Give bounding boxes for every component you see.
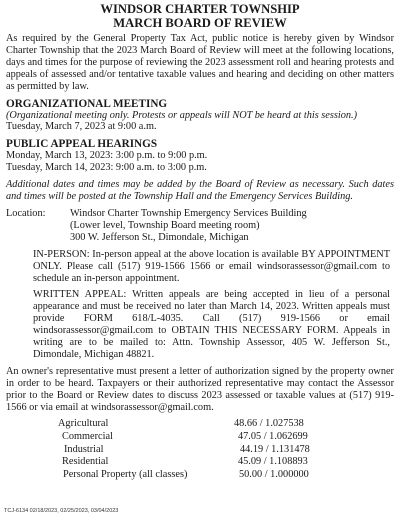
representative-paragraph: An owner's representative must present a letter of authorization signed by the property owner in order to be heard. Taxpayers or their authorized representative may contact the Assessor prior to the Board or Review dates to discuss 2023 assessed or taxable values at (517) 919-1566 or via email at windsorassessor@gmail.com. (6, 365, 394, 413)
organizational-heading: ORGANIZATIONAL MEETING (6, 97, 168, 110)
ratio-value: 45.09 / 1.108893 (238, 456, 308, 468)
intro-paragraph: As required by the General Property Tax Act, public notice is hereby given by Windsor Charter Township that the 2023 March Board of Review will meet at the following locations, days and times for the purpose of reviewing the 2023 assessment roll and hearing protests and appeals of assessed and/or tentative taxable values and hearing and deciding on other matters as permitted by law. (6, 33, 394, 92)
ratio-row (58, 431, 358, 444)
ratio-label: Commercial (62, 431, 113, 443)
ratio-table (58, 418, 358, 481)
hearing-line-1: Monday, March 13, 2023: 3:00 p.m. to 9:00 p.m. (6, 150, 208, 162)
ratio-label: Industrial (64, 443, 104, 455)
in-person-paragraph: IN-PERSON: In-person appeal at the above location is available BY APPOINTMENT ONLY. Please call (517) 919-1566 1566 or email windsorassessor@gmail.com to schedule an in-person appointment. (33, 248, 390, 284)
publication-code: TCJ-6134 02/18/2023, 02/25/2023, 03/04/2023 (4, 508, 119, 514)
ratio-label: Agricultural (58, 418, 109, 430)
location-address (70, 208, 394, 244)
location-line-2: (Lower level, Township Board meeting room) (70, 219, 260, 231)
ratio-row (58, 456, 358, 469)
ratio-value: 47.05 / 1.062699 (238, 431, 308, 443)
written-appeal-paragraph: WRITTEN APPEAL: Written appeals are being accepted in lieu of a personal appearance and must be received no later than March 14, 2023. Written appeals must provide FORM 618/L-4035. Call (517) 919-1566 or email windsorassessor@gmail.com to OBTAIN THIS NECESSARY FORM. Appeals in writing are to be mailed to: Attn. Township Assessor, 405 W. Jefferson St., Dimondale, Michigan 48821. (33, 289, 390, 360)
additional-dates-note: Additional dates and times may be added by the Board of Review as necessary. Such dates and times will be posted at the Township Hall and the Emergency Services Building. (6, 179, 394, 203)
ratio-row (58, 444, 358, 457)
hearings-heading: PUBLIC APPEAL HEARINGS (6, 138, 158, 151)
location-line-3: 300 W. Jefferson St., Dimondale, Michigan (70, 231, 249, 243)
ratio-row (58, 418, 358, 431)
title-line-1: WINDSOR CHARTER TOWNSHIP (100, 2, 300, 16)
title-line-2: MARCH BOARD OF REVIEW (113, 15, 287, 30)
location-label: Location: (6, 207, 46, 219)
hearing-line-2: Tuesday, March 14, 2023: 9:00 a.m. to 3:00 p.m. (6, 162, 207, 174)
location-line-1: Windsor Charter Township Emergency Services Building (70, 207, 307, 219)
ratio-value: 50.00 / 1.000000 (239, 468, 309, 480)
organizational-date: Tuesday, March 7, 2023 at 9:00 a.m. (6, 121, 157, 133)
ratio-row (58, 469, 358, 482)
organizational-note: (Organizational meeting only. Protests or appeals will NOT be heard at this session.) (6, 109, 358, 121)
ratio-label: Residential (62, 456, 109, 468)
ratio-value: 44.19 / 1.131478 (240, 443, 310, 455)
ratio-value: 48.66 / 1.027538 (234, 418, 304, 430)
notice-title (6, 3, 394, 30)
location-block (6, 208, 394, 244)
ratio-label: Personal Property (all classes) (63, 468, 188, 480)
